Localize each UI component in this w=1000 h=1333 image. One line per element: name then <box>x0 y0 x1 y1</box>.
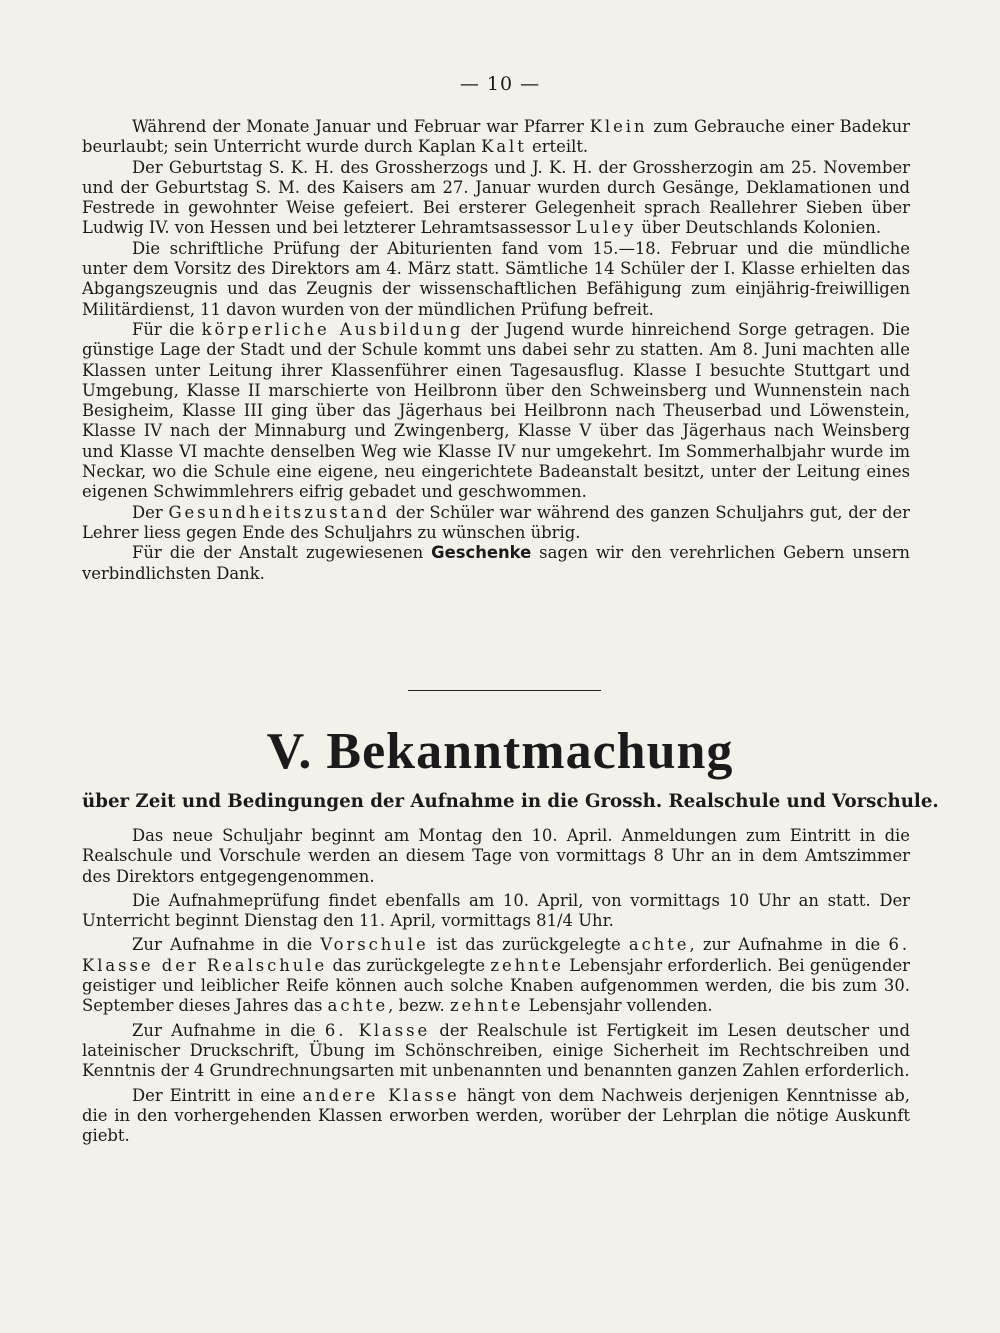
text: Während der Monate Januar und Februar war Pfarrer <box>132 117 590 136</box>
paragraph-skill-requirements <box>82 1021 910 1082</box>
paragraph-other-class <box>82 1086 910 1147</box>
spaced-term: 6. Klasse der Realschule <box>82 935 910 975</box>
paragraph-entrance-exam <box>82 891 910 932</box>
text: sagen wir den verehrlichen Gebern unsern verbindlichsten Dank. <box>82 543 910 583</box>
report-section <box>82 117 910 584</box>
paragraph-health <box>82 503 910 544</box>
text: ist das zurückgelegte <box>428 935 629 955</box>
section-heading: V. Bekanntmachung <box>266 723 734 780</box>
spaced-term: 6. Klasse <box>324 1020 431 1040</box>
text: das zurückgelegte <box>327 955 491 975</box>
paragraph-school-year: Das neue Schuljahr beginnt am Montag den 10. April. Anmeldungen zum Eintritt in die Realschule und Vorschule werden an diesem Tage von vormittags 8 Uhr an in dem Amtszimmer des Direktors entgegengenommen. <box>82 826 910 886</box>
text: zum Gebrauche einer Badekur beurlaubt; sein Unterricht wurde durch Kaplan <box>82 117 910 157</box>
text: Lebensjahr erforderlich. Bei genügender geistiger und leiblicher Reife können auch solche Knaben aufgenommen werden, die bis zum 30. September dieses Jahres das <box>82 955 910 1016</box>
text: über Deutschlands Kolonien. <box>636 218 882 238</box>
page-number: — 10 — <box>459 73 541 95</box>
paragraph-gifts <box>82 543 910 584</box>
section-subheading: über Zeit und Bedingungen der Aufnahme in die Grossh. Realschule und Vorschule. <box>82 791 939 812</box>
paragraph-physical-education <box>82 320 910 503</box>
spaced-name: Klein <box>589 117 648 136</box>
text: der Schüler war während des ganzen Schuljahrs gut, der der Lehrer liess gegen Ende des Schuljahrs zu wünschen übrig. <box>82 502 910 542</box>
text: Für die <box>132 319 202 339</box>
spaced-term: achte <box>327 996 389 1016</box>
spaced-term: Vorschule <box>320 935 429 955</box>
paragraph-birthdays <box>82 158 910 239</box>
spaced-name: Luley <box>575 218 637 238</box>
spaced-term: zehnte <box>449 996 524 1016</box>
spaced-term: andere Klasse <box>302 1085 460 1105</box>
announcement-section <box>82 826 910 1146</box>
text: Uhr. <box>572 911 614 931</box>
text: Zur Aufnahme in die <box>132 1020 325 1040</box>
text: Der Geburtstag S. K. H. des Grossherzogs und J. K. H. der Grossherzogin am 25. November und der Geburtstag S. M. des Kaisers am 27. Januar wurden durch Gesänge, Deklamationen und Festrede in gewohnter Weise gefeiert. Bei ersterer Gelegenheit sprach Reallehrer Sieben über Ludwig IV. von Hessen und bei letzterer Lehramtsassessor <box>82 157 910 238</box>
paragraph-exams: Die schriftliche Prüfung der Abiturienten fand vom 15.—18. Februar und die mündliche unter dem Vorsitz des Direktors am 4. März statt. Sämtliche 14 Schüler der I. Klasse erhielten das Abgangszeugnis und das Zeugnis der wissenschaftlichen Befähigung zum einjährig-freiwilligen Militärdienst, 11 davon wurden von der mündlichen Prüfung befreit. <box>82 238 910 319</box>
text: der Jugend wurde hinreichend Sorge getragen. Die günstige Lage der Stadt und der Schule kommt uns dabei sehr zu statten. Am 8. Juni machten alle Klassen unter Leitung ihrer Klassenführer einen Tagesausflug. Klasse I besuchte Stuttgart und Umgebung, Klasse II marschierte von Heilbronn über den Schweinsberg und Wunnenstein nach Besigheim, Klasse III ging über das Jägerhaus bei Heilbronn nach Theuserbad und Löwenstein, Klasse IV nach der Minnaburg und Zwingenberg, Klasse V über das Jägerhaus nach Weinsberg und Klasse VI machte denselben Weg wie Klasse IV nur umgekehrt. Im Sommerhalbjahr wurde im Neckar, wo die Schule eine eigene, neu eingerichtete Badeanstalt besitzt, unter der Leitung eines eigenen Schwimmlehrers eifrig gebadet und geschwommen. <box>82 319 910 502</box>
text: , bezw. <box>388 996 450 1016</box>
text: , zur Aufnahme in die <box>689 935 889 955</box>
text: Zur Aufnahme in die <box>132 935 321 955</box>
text: hängt von dem Nachweis derjenigen Kenntnisse ab, die in den vorhergehenden Klassen erworben werden, worüber der Lehrplan die nötige Auskunft giebt. <box>82 1085 910 1146</box>
text: Der <box>132 502 169 522</box>
spaced-term: Gesundheitszustand <box>168 502 390 522</box>
fraction: 1/4 <box>546 911 573 931</box>
text: erteilt. <box>526 137 589 157</box>
spaced-name: Kalt <box>481 137 527 157</box>
paragraph-age-requirements <box>82 935 910 1016</box>
paragraph-leave <box>82 117 910 158</box>
text: Für die der Anstalt zugewiesenen <box>132 543 432 563</box>
text: Der Eintritt in eine <box>132 1085 303 1105</box>
spaced-term: zehnte <box>490 955 564 975</box>
text: der Realschule ist Fertigkeit im Lesen deutscher und lateinischer Druckschrift, Übung im Schönschreiben, einige Sicherheit im Rechtschreiben und Kenntnis der 4 Grundrechnungsarten mit unbenannten und benannten ganzen Zahlen erforderlich. <box>82 1020 910 1081</box>
section-divider <box>408 690 601 691</box>
text: Lebensjahr vollenden. <box>523 996 713 1016</box>
text: Die Aufnahmeprüfung findet ebenfalls am 10. April, von vormittags 10 Uhr an statt. Der Unterricht beginnt Dienstag den 11. April, vormittags 8 <box>82 890 910 931</box>
bold-term: Geschenke <box>431 543 532 563</box>
spaced-term: achte <box>628 935 690 955</box>
spaced-term: körperliche Ausbildung <box>201 319 464 339</box>
